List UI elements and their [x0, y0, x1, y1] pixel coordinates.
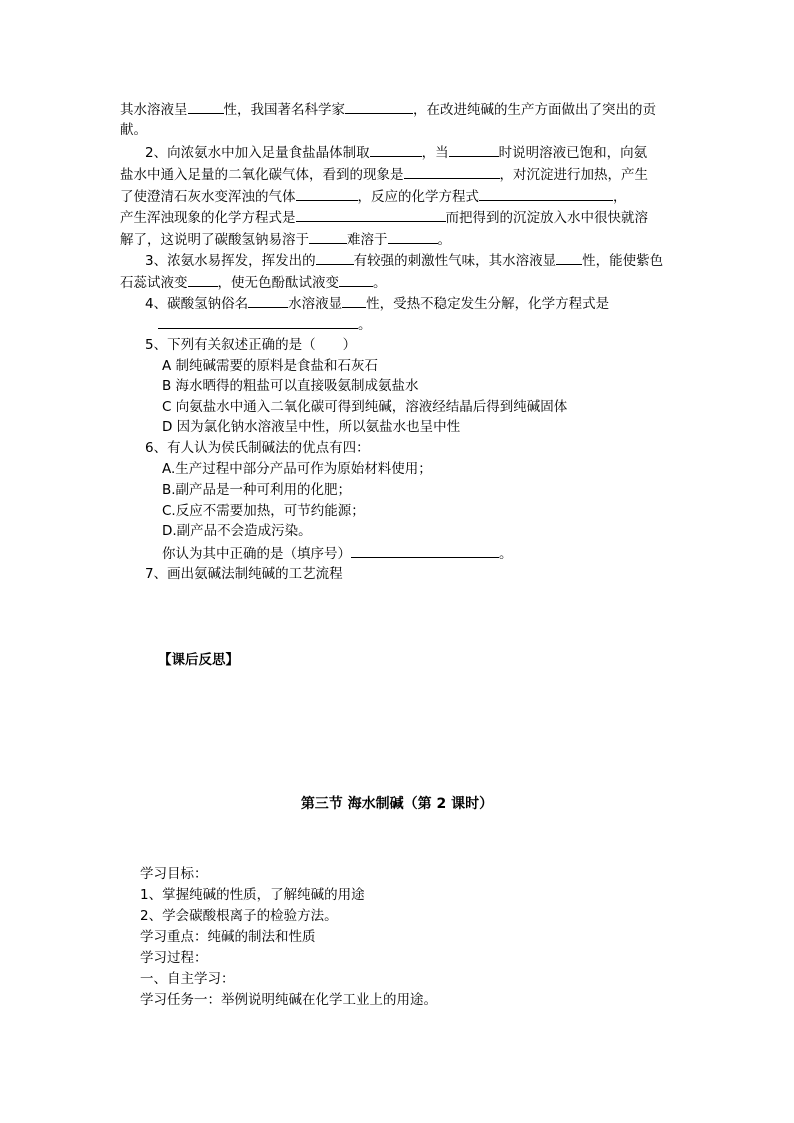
task-1: 学习任务一：举例说明纯碱在化学工业上的用途。 — [140, 992, 437, 1008]
study-focus: 学习重点：纯碱的制法和性质 — [140, 929, 316, 945]
text: 盐水中通入足量的二氧化碳气体，看到的现象是 — [120, 167, 404, 183]
text: 4、碳酸氢钠俗名 — [145, 296, 249, 312]
blank[interactable] — [296, 186, 358, 201]
answer-blank[interactable] — [351, 543, 499, 558]
text: 时说明溶液已饱和，向氨 — [498, 145, 648, 161]
text: 。 — [499, 546, 513, 562]
q2-line-4 — [120, 207, 680, 227]
text: ，在改进纯碱的生产方面做出了突出的贡 — [413, 102, 656, 118]
section-title: 第三节 海水制碱（第 2 课时） — [300, 796, 494, 812]
blank[interactable] — [388, 229, 438, 244]
blank[interactable] — [345, 99, 413, 114]
goal-2: 2、学会碳酸根离子的检验方法。 — [140, 908, 338, 924]
text: 石蕊试液变 — [120, 275, 188, 291]
text: 献。 — [120, 122, 147, 138]
q5-option-c: C 向氨盐水中通入二氧化碳可得到纯碱，溶液经结晶后得到纯碱固体 — [162, 399, 568, 415]
blank[interactable] — [188, 99, 224, 114]
q3-line-1 — [145, 250, 705, 270]
text: 水溶液显 — [288, 296, 343, 312]
text: 3、浓氨水易挥发，挥发出的 — [145, 253, 316, 269]
text: 性，我国著名科学家 — [223, 102, 345, 118]
blank[interactable] — [248, 293, 288, 308]
text: 性，受热不稳定发生分解，化学方程式是 — [366, 296, 610, 312]
blank[interactable] — [479, 186, 613, 201]
text: 其水溶液呈 — [120, 102, 188, 118]
q2-line-5 — [120, 229, 680, 249]
q4-line-1 — [145, 293, 705, 313]
blank[interactable] — [556, 250, 582, 265]
q3-line-2 — [120, 272, 680, 292]
text: 。 — [358, 317, 372, 333]
blank[interactable] — [342, 293, 366, 308]
q5-stem: 5、下列有关叙述正确的是（ ） — [145, 337, 357, 353]
blank[interactable] — [309, 229, 347, 244]
text: ，对沉淀进行加热，产生 — [499, 167, 648, 183]
blank[interactable] — [158, 314, 358, 329]
goal-1: 1、掌握纯碱的性质，了解纯碱的用途 — [140, 887, 365, 903]
self-study-heading: 一、自主学习： — [140, 971, 235, 987]
blank[interactable] — [339, 272, 373, 287]
text: ，当 — [421, 145, 449, 161]
q6-option-d: D.副产品不会造成污染。 — [162, 523, 312, 539]
blank[interactable] — [316, 250, 354, 265]
blank[interactable] — [188, 272, 218, 287]
q2-line-3 — [120, 186, 680, 206]
q6-option-a: A.生产过程中部分产品可作为原始材料使用； — [162, 461, 432, 477]
study-process: 学习过程： — [140, 950, 208, 966]
text: ， — [613, 189, 627, 205]
text: 性，能使紫色 — [582, 253, 664, 269]
text: 了使澄清石灰水变浑浊的气体 — [120, 189, 296, 205]
reflection-heading: 【课后反思】 — [158, 652, 239, 668]
text: 解了，这说明了碳酸氢钠易溶于 — [120, 232, 309, 248]
goals-heading: 学习目标： — [140, 866, 208, 882]
q1-line-1 — [120, 99, 680, 119]
text: 产生浑浊现象的化学方程式是 — [120, 210, 296, 226]
text: ，使无色酚酞试液变 — [217, 275, 339, 291]
text: 而把得到的沉淀放入水中很快就溶 — [445, 210, 648, 226]
blank[interactable] — [370, 142, 422, 157]
blank[interactable] — [404, 164, 500, 179]
text: ，反应的化学方程式 — [357, 189, 479, 205]
q6-answer — [162, 543, 722, 563]
text: 难溶于 — [347, 232, 388, 248]
text: 。 — [437, 232, 451, 248]
text: 。 — [373, 275, 387, 291]
q5-option-b: B 海水晒得的粗盐可以直接吸氨制成氨盐水 — [162, 378, 419, 394]
q7: 7、画出氨碱法制纯碱的工艺流程 — [145, 566, 343, 582]
q1-line-2 — [120, 120, 680, 140]
q2-line-2 — [120, 164, 680, 184]
blank[interactable] — [449, 142, 499, 157]
q6-option-b: B.副产品是一种可利用的化肥； — [162, 482, 352, 498]
q6-stem: 6、有人认为侯氏制碱法的优点有四： — [145, 440, 370, 456]
q2-line-1 — [145, 142, 705, 162]
q5-option-d: D 因为氯化钠水溶液呈中性，所以氨盐水也呈中性 — [162, 419, 461, 435]
text: 你认为其中正确的是（填序号） — [162, 546, 351, 562]
q4-line-2 — [158, 314, 718, 334]
blank[interactable] — [296, 207, 446, 222]
q6-option-c: C.反应不需要加热，可节约能源； — [162, 503, 365, 519]
text: 有较强的刺激性气味，其水溶液显 — [353, 253, 557, 269]
q5-option-a: A 制纯碱需要的原料是食盐和石灰石 — [162, 358, 379, 374]
text: 2、向浓氨水中加入足量食盐晶体制取 — [145, 145, 370, 161]
